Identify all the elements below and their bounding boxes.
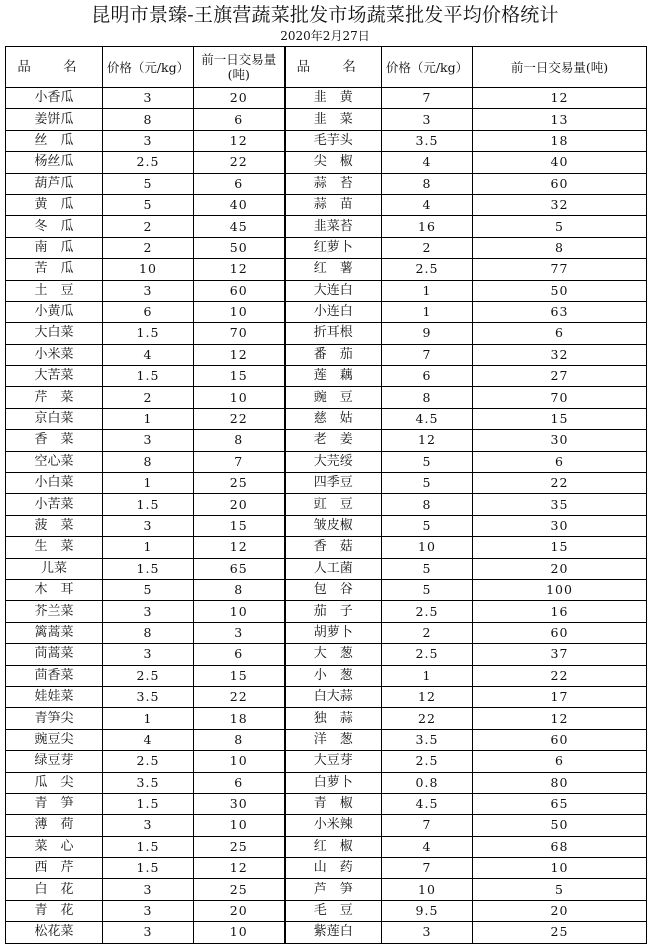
price-left: 4 — [103, 344, 194, 365]
volume-left: 18 — [194, 708, 285, 729]
price-right: 8 — [382, 387, 473, 408]
vegetable-name-left: 篱蒿菜 — [6, 622, 103, 643]
volume-right: 6 — [473, 323, 647, 344]
price-right: 5 — [382, 579, 473, 600]
price-left: 3 — [103, 922, 194, 943]
volume-right: 35 — [473, 494, 647, 515]
vegetable-name-right: 韭 菜 — [285, 109, 382, 130]
volume-right: 68 — [473, 836, 647, 857]
header-volume-right: 前一日交易量(吨) — [473, 47, 647, 88]
vegetable-name-right: 红 薯 — [285, 259, 382, 280]
table-row — [6, 473, 647, 494]
price-left: 2.5 — [103, 751, 194, 772]
price-right: 22 — [382, 708, 473, 729]
table-row — [6, 686, 647, 707]
price-left: 1.5 — [103, 793, 194, 814]
volume-right: 17 — [473, 686, 647, 707]
vegetable-name-left: 菠 菜 — [6, 515, 103, 536]
volume-left: 45 — [194, 216, 285, 237]
volume-left: 25 — [194, 879, 285, 900]
volume-right: 6 — [473, 451, 647, 472]
price-right: 4 — [382, 194, 473, 215]
volume-left: 30 — [194, 793, 285, 814]
volume-right: 80 — [473, 772, 647, 793]
vegetable-name-right: 独 蒜 — [285, 708, 382, 729]
volume-left: 40 — [194, 194, 285, 215]
price-right: 12 — [382, 686, 473, 707]
volume-right: 15 — [473, 408, 647, 429]
volume-left: 6 — [194, 109, 285, 130]
volume-left: 10 — [194, 815, 285, 836]
price-right: 2.5 — [382, 751, 473, 772]
vegetable-name-right: 慈 姑 — [285, 408, 382, 429]
vegetable-name-left: 姜饼瓜 — [6, 109, 103, 130]
vegetable-name-left: 娃娃菜 — [6, 686, 103, 707]
vegetable-name-left: 大白菜 — [6, 323, 103, 344]
price-left: 5 — [103, 194, 194, 215]
table-row — [6, 430, 647, 451]
price-right: 16 — [382, 216, 473, 237]
price-right: 10 — [382, 879, 473, 900]
volume-right: 100 — [473, 579, 647, 600]
table-body — [6, 88, 647, 944]
vegetable-name-left: 小白菜 — [6, 473, 103, 494]
table-row — [6, 130, 647, 151]
volume-right: 15 — [473, 537, 647, 558]
volume-right: 18 — [473, 130, 647, 151]
volume-right: 65 — [473, 793, 647, 814]
vegetable-name-left: 杨丝瓜 — [6, 152, 103, 173]
table-row — [6, 194, 647, 215]
volume-right: 32 — [473, 344, 647, 365]
price-right: 8 — [382, 494, 473, 515]
price-left: 3 — [103, 515, 194, 536]
price-left: 3 — [103, 644, 194, 665]
volume-right: 60 — [473, 622, 647, 643]
vegetable-name-right: 红萝卜 — [285, 237, 382, 258]
vegetable-name-left: 绿豆芽 — [6, 751, 103, 772]
volume-right: 25 — [473, 922, 647, 943]
vegetable-name-right: 毛 豆 — [285, 900, 382, 921]
volume-left: 22 — [194, 408, 285, 429]
header-name-right: 品 名 — [285, 47, 382, 88]
volume-right: 50 — [473, 280, 647, 301]
vegetable-name-left: 芹 菜 — [6, 387, 103, 408]
vegetable-name-right: 番 茄 — [285, 344, 382, 365]
price-left: 1 — [103, 408, 194, 429]
table-row — [6, 366, 647, 387]
vegetable-name-right: 茄 子 — [285, 601, 382, 622]
price-left: 5 — [103, 173, 194, 194]
table-row — [6, 900, 647, 921]
table-row — [6, 173, 647, 194]
vegetable-name-left: 西 芹 — [6, 858, 103, 879]
volume-right: 32 — [473, 194, 647, 215]
volume-left: 20 — [194, 88, 285, 109]
price-right: 2 — [382, 622, 473, 643]
price-right: 6 — [382, 366, 473, 387]
price-right: 2.5 — [382, 601, 473, 622]
vegetable-name-left: 京白菜 — [6, 408, 103, 429]
volume-left: 10 — [194, 751, 285, 772]
price-right: 9 — [382, 323, 473, 344]
volume-left: 6 — [194, 173, 285, 194]
volume-left: 12 — [194, 858, 285, 879]
vegetable-name-right: 白大蒜 — [285, 686, 382, 707]
vegetable-name-right: 香 菇 — [285, 537, 382, 558]
volume-left: 10 — [194, 601, 285, 622]
table-row — [6, 88, 647, 109]
price-right: 2.5 — [382, 259, 473, 280]
table-row — [6, 858, 647, 879]
price-left: 5 — [103, 579, 194, 600]
vegetable-name-right: 四季豆 — [285, 473, 382, 494]
price-right: 4 — [382, 836, 473, 857]
price-left: 10 — [103, 259, 194, 280]
price-right: 7 — [382, 815, 473, 836]
price-right: 8 — [382, 173, 473, 194]
price-left: 1.5 — [103, 494, 194, 515]
volume-left: 22 — [194, 686, 285, 707]
price-right: 3.5 — [382, 729, 473, 750]
price-left: 1.5 — [103, 323, 194, 344]
volume-right: 10 — [473, 858, 647, 879]
volume-right: 8 — [473, 237, 647, 258]
volume-left: 7 — [194, 451, 285, 472]
price-left: 1.5 — [103, 836, 194, 857]
price-left: 3.5 — [103, 686, 194, 707]
price-right: 2.5 — [382, 644, 473, 665]
volume-right: 70 — [473, 387, 647, 408]
vegetable-name-left: 青 笋 — [6, 793, 103, 814]
vegetable-name-right: 人工菌 — [285, 558, 382, 579]
header-volume-left: 前一日交易量(吨) — [194, 47, 285, 88]
volume-right: 6 — [473, 751, 647, 772]
price-left: 1.5 — [103, 858, 194, 879]
volume-left: 25 — [194, 836, 285, 857]
vegetable-name-left: 青 花 — [6, 900, 103, 921]
volume-left: 15 — [194, 665, 285, 686]
vegetable-name-left: 菜 心 — [6, 836, 103, 857]
vegetable-name-left: 冬 瓜 — [6, 216, 103, 237]
price-right: 2 — [382, 237, 473, 258]
volume-right: 5 — [473, 216, 647, 237]
price-right: 1 — [382, 280, 473, 301]
table-row — [6, 515, 647, 536]
vegetable-name-left: 葫芦瓜 — [6, 173, 103, 194]
table-row — [6, 793, 647, 814]
volume-right: 12 — [473, 708, 647, 729]
price-left: 4 — [103, 729, 194, 750]
vegetable-name-right: 包 谷 — [285, 579, 382, 600]
price-right: 10 — [382, 537, 473, 558]
volume-left: 50 — [194, 237, 285, 258]
vegetable-name-left: 儿菜 — [6, 558, 103, 579]
price-left: 2 — [103, 216, 194, 237]
vegetable-name-right: 紫莲白 — [285, 922, 382, 943]
table-row — [6, 708, 647, 729]
volume-left: 6 — [194, 772, 285, 793]
volume-right: 30 — [473, 430, 647, 451]
vegetable-name-left: 丝 瓜 — [6, 130, 103, 151]
vegetable-name-right: 韭菜苔 — [285, 216, 382, 237]
table-row — [6, 601, 647, 622]
price-left: 2 — [103, 237, 194, 258]
volume-right: 63 — [473, 301, 647, 322]
price-left: 8 — [103, 622, 194, 643]
price-right: 3 — [382, 922, 473, 943]
table-row — [6, 109, 647, 130]
volume-right: 27 — [473, 366, 647, 387]
vegetable-name-left: 生 菜 — [6, 537, 103, 558]
table-row — [6, 323, 647, 344]
table-row — [6, 644, 647, 665]
vegetable-name-right: 韭 黄 — [285, 88, 382, 109]
vegetable-name-left: 空心菜 — [6, 451, 103, 472]
vegetable-name-right: 老 姜 — [285, 430, 382, 451]
page-title: 昆明市景臻-王旗营蔬菜批发市场蔬菜批发平均价格统计 — [91, 4, 559, 26]
vegetable-name-right: 小米辣 — [285, 815, 382, 836]
volume-left: 10 — [194, 301, 285, 322]
price-left: 1 — [103, 473, 194, 494]
volume-right: 50 — [473, 815, 647, 836]
vegetable-name-left: 薄 荷 — [6, 815, 103, 836]
table-row — [6, 622, 647, 643]
volume-right: 37 — [473, 644, 647, 665]
volume-right: 12 — [473, 88, 647, 109]
price-right: 4.5 — [382, 793, 473, 814]
price-left: 3 — [103, 280, 194, 301]
price-right: 4.5 — [382, 408, 473, 429]
price-right: 1 — [382, 665, 473, 686]
price-left: 3 — [103, 601, 194, 622]
header-price-right: 价格（元/kg） — [382, 47, 473, 88]
price-left: 6 — [103, 301, 194, 322]
volume-left: 20 — [194, 900, 285, 921]
price-right: 5 — [382, 558, 473, 579]
price-left: 2 — [103, 387, 194, 408]
volume-left: 10 — [194, 387, 285, 408]
price-left: 1 — [103, 537, 194, 558]
volume-left: 12 — [194, 259, 285, 280]
vegetable-name-left: 小香瓜 — [6, 88, 103, 109]
price-right: 7 — [382, 858, 473, 879]
table-row — [6, 237, 647, 258]
price-right: 5 — [382, 473, 473, 494]
vegetable-name-left: 木 耳 — [6, 579, 103, 600]
volume-right: 22 — [473, 665, 647, 686]
vegetable-name-right: 洋 葱 — [285, 729, 382, 750]
volume-right: 40 — [473, 152, 647, 173]
price-left: 3 — [103, 88, 194, 109]
table-row — [6, 280, 647, 301]
table-row — [6, 387, 647, 408]
price-left: 8 — [103, 109, 194, 130]
vegetable-name-right: 大连白 — [285, 280, 382, 301]
volume-right: 5 — [473, 879, 647, 900]
vegetable-name-left: 小苦菜 — [6, 494, 103, 515]
volume-left: 20 — [194, 494, 285, 515]
vegetable-name-right: 皱皮椒 — [285, 515, 382, 536]
table-row — [6, 751, 647, 772]
vegetable-name-right: 豇 豆 — [285, 494, 382, 515]
volume-left: 60 — [194, 280, 285, 301]
volume-left: 6 — [194, 644, 285, 665]
price-table — [5, 46, 647, 944]
price-left: 1.5 — [103, 558, 194, 579]
table-row — [6, 408, 647, 429]
table-row — [6, 494, 647, 515]
volume-right: 60 — [473, 173, 647, 194]
price-left: 3 — [103, 815, 194, 836]
price-left: 3.5 — [103, 772, 194, 793]
volume-right: 20 — [473, 558, 647, 579]
header-name-left: 品 名 — [6, 47, 103, 88]
vegetable-name-right: 红 椒 — [285, 836, 382, 857]
vegetable-name-left: 黄 瓜 — [6, 194, 103, 215]
price-left: 3 — [103, 900, 194, 921]
price-right: 9.5 — [382, 900, 473, 921]
volume-right: 77 — [473, 259, 647, 280]
vegetable-name-left: 苦 瓜 — [6, 259, 103, 280]
price-right: 12 — [382, 430, 473, 451]
vegetable-name-left: 松花菜 — [6, 922, 103, 943]
table-row — [6, 259, 647, 280]
volume-left: 22 — [194, 152, 285, 173]
vegetable-name-left: 茴香菜 — [6, 665, 103, 686]
vegetable-name-left: 小米菜 — [6, 344, 103, 365]
price-right: 0.8 — [382, 772, 473, 793]
table-header-row — [6, 47, 647, 88]
price-right: 3.5 — [382, 130, 473, 151]
volume-right: 60 — [473, 729, 647, 750]
table-row — [6, 579, 647, 600]
vegetable-name-left: 白 花 — [6, 879, 103, 900]
volume-left: 10 — [194, 922, 285, 943]
vegetable-name-left: 土 豆 — [6, 280, 103, 301]
vegetable-name-left: 大苦菜 — [6, 366, 103, 387]
volume-left: 65 — [194, 558, 285, 579]
price-left: 1 — [103, 708, 194, 729]
table-row — [6, 451, 647, 472]
table-row — [6, 815, 647, 836]
table-row — [6, 537, 647, 558]
table-row — [6, 772, 647, 793]
volume-left: 12 — [194, 537, 285, 558]
vegetable-name-left: 豌豆尖 — [6, 729, 103, 750]
table-row — [6, 152, 647, 173]
vegetable-name-right: 青 椒 — [285, 793, 382, 814]
vegetable-name-left: 瓜 尖 — [6, 772, 103, 793]
volume-left: 8 — [194, 430, 285, 451]
vegetable-name-right: 小连白 — [285, 301, 382, 322]
report-date: 2020年2月27日 — [280, 29, 370, 43]
price-left: 3 — [103, 430, 194, 451]
volume-left: 15 — [194, 366, 285, 387]
vegetable-name-left: 南 瓜 — [6, 237, 103, 258]
vegetable-name-right: 蒜 苗 — [285, 194, 382, 215]
price-right: 1 — [382, 301, 473, 322]
price-right: 7 — [382, 88, 473, 109]
volume-right: 20 — [473, 900, 647, 921]
price-right: 5 — [382, 451, 473, 472]
vegetable-name-right: 尖 椒 — [285, 152, 382, 173]
table-row — [6, 216, 647, 237]
table-row — [6, 922, 647, 943]
volume-left: 25 — [194, 473, 285, 494]
table-row — [6, 665, 647, 686]
volume-left: 8 — [194, 729, 285, 750]
volume-left: 12 — [194, 130, 285, 151]
vegetable-name-right: 豌 豆 — [285, 387, 382, 408]
vegetable-name-left: 小黄瓜 — [6, 301, 103, 322]
volume-left: 70 — [194, 323, 285, 344]
vegetable-name-right: 大 葱 — [285, 644, 382, 665]
price-right: 5 — [382, 515, 473, 536]
vegetable-name-left: 芥兰菜 — [6, 601, 103, 622]
volume-left: 15 — [194, 515, 285, 536]
volume-left: 3 — [194, 622, 285, 643]
table-row — [6, 879, 647, 900]
vegetable-name-right: 山 药 — [285, 858, 382, 879]
header-price-left: 价格（元/kg） — [103, 47, 194, 88]
vegetable-name-right: 莲 藕 — [285, 366, 382, 387]
price-left: 1.5 — [103, 366, 194, 387]
table-row — [6, 558, 647, 579]
price-right: 7 — [382, 344, 473, 365]
price-left: 3 — [103, 130, 194, 151]
volume-right: 30 — [473, 515, 647, 536]
table-row — [6, 344, 647, 365]
volume-right: 16 — [473, 601, 647, 622]
vegetable-name-right: 蒜 苔 — [285, 173, 382, 194]
vegetable-name-right: 大芫绥 — [285, 451, 382, 472]
price-right: 3 — [382, 109, 473, 130]
vegetable-name-left: 茼蒿菜 — [6, 644, 103, 665]
price-left: 2.5 — [103, 152, 194, 173]
volume-right: 22 — [473, 473, 647, 494]
vegetable-name-right: 毛芋头 — [285, 130, 382, 151]
vegetable-name-left: 香 菜 — [6, 430, 103, 451]
vegetable-name-right: 大豆芽 — [285, 751, 382, 772]
price-left: 8 — [103, 451, 194, 472]
vegetable-name-right: 芦 笋 — [285, 879, 382, 900]
vegetable-name-right: 胡萝卜 — [285, 622, 382, 643]
table-row — [6, 729, 647, 750]
vegetable-name-right: 折耳根 — [285, 323, 382, 344]
volume-left: 8 — [194, 579, 285, 600]
vegetable-name-right: 白萝卜 — [285, 772, 382, 793]
price-right: 4 — [382, 152, 473, 173]
table-row — [6, 836, 647, 857]
price-left: 2.5 — [103, 665, 194, 686]
volume-right: 13 — [473, 109, 647, 130]
volume-left: 12 — [194, 344, 285, 365]
price-left: 3 — [103, 879, 194, 900]
table-row — [6, 301, 647, 322]
vegetable-name-left: 青笋尖 — [6, 708, 103, 729]
vegetable-name-right: 小 葱 — [285, 665, 382, 686]
